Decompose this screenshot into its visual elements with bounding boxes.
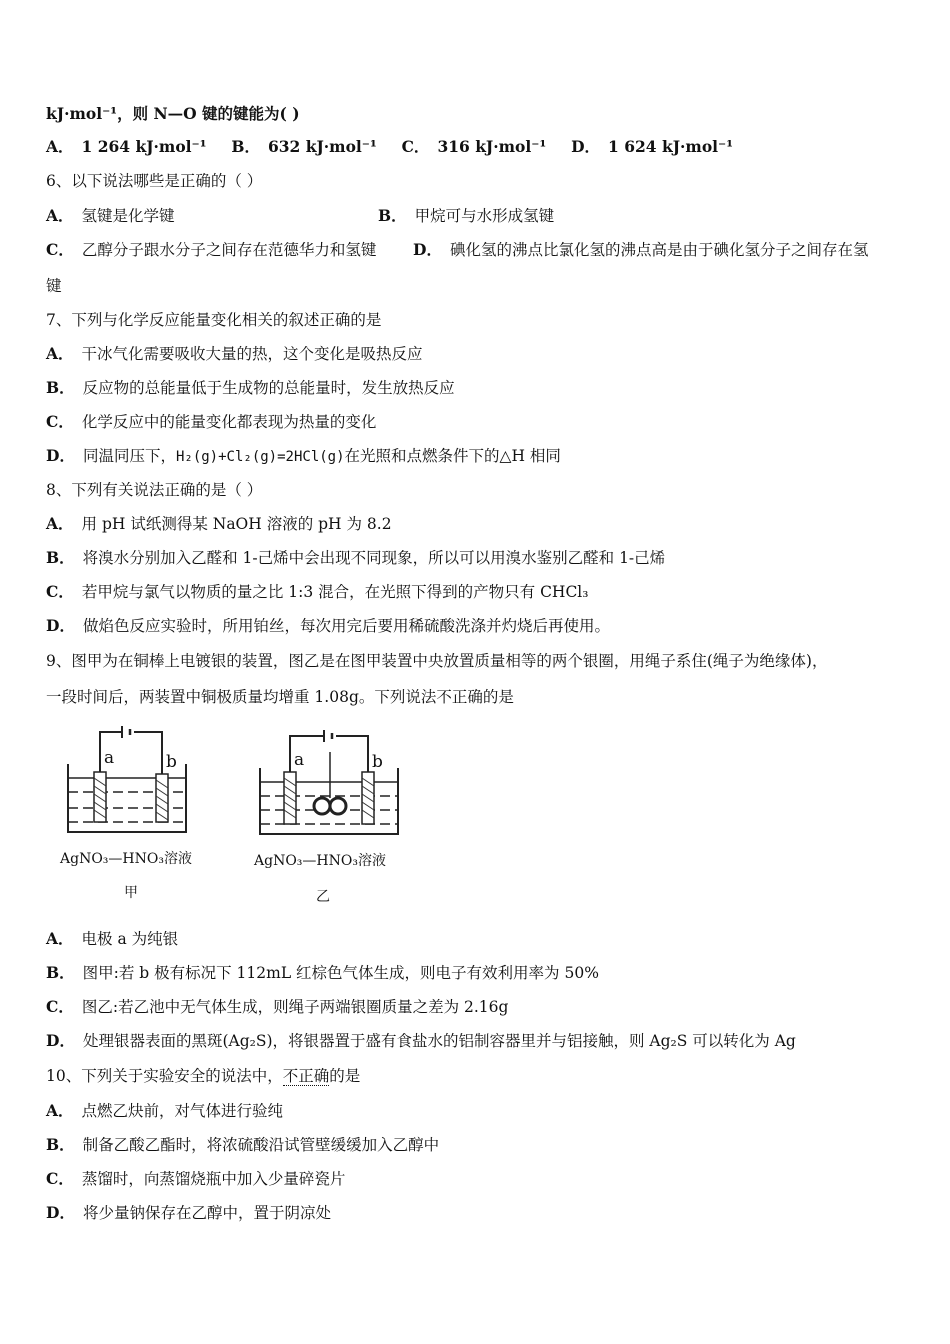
- q7-option-c[interactable]: C． 化学反应中的能量变化都表现为热量的变化: [46, 412, 377, 431]
- figure-jia: [60, 722, 210, 902]
- q5-stem-tail: kJ·mol⁻¹，则 N—O 键的键能为( ): [46, 104, 300, 123]
- q9-option-b[interactable]: B． 图甲:若 b 极有标况下 112mL 红棕色气体生成，则电子有效利用率为 50%: [46, 963, 599, 982]
- electrode-a-label: a: [104, 748, 115, 768]
- q10-option-d[interactable]: D． 将少量钠保存在乙醇中，置于阴凉处: [46, 1203, 331, 1222]
- q5-options: [46, 137, 733, 157]
- solution-label: AgNO₃—HNO₃溶液: [254, 853, 386, 869]
- figure-caption: 甲: [124, 885, 138, 901]
- solution-label: AgNO₃—HNO₃溶液: [60, 851, 192, 867]
- q7-option-b[interactable]: B． 反应物的总能量低于生成物的总能量时，发生放热反应: [46, 378, 455, 397]
- q6-option-c[interactable]: C． 乙醇分子跟水分子之间存在范德华力和氢键: [46, 240, 377, 259]
- q5-option-a[interactable]: A． 1 264 kJ·mol⁻¹: [46, 137, 207, 156]
- q8-option-a[interactable]: A． 用 pH 试纸测得某 NaOH 溶液的 pH 为 8.2: [46, 514, 392, 533]
- q8-stem: 8、下列有关说法正确的是（ ）: [46, 481, 263, 499]
- q7-stem: 7、下列与化学反应能量变化相关的叙述正确的是: [46, 311, 382, 329]
- electrode-b-label: b: [372, 752, 383, 772]
- q6-option-d[interactable]: D． 碘化氢的沸点比氯化氢的沸点高是由于碘化氢分子之间存在氢: [413, 240, 869, 259]
- q10-option-c[interactable]: C． 蒸馏时，向蒸馏烧瓶中加入少量碎瓷片: [46, 1169, 346, 1188]
- q6-option-d-cont: 键: [46, 277, 62, 295]
- q8-option-d[interactable]: D． 做焰色反应实验时，所用铂丝，每次用完后要用稀硫酸洗涤并灼烧后再使用。: [46, 616, 610, 635]
- q10-stem: 10、下列关于实验安全的说法中，不正确的是: [46, 1067, 361, 1085]
- figure-caption: 乙: [316, 889, 330, 905]
- electrode-a-label: a: [294, 750, 305, 770]
- q9-option-c[interactable]: C． 图乙:若乙池中无气体生成，则绳子两端银圈质量之差为 2.16g: [46, 997, 509, 1016]
- electroplating-apparatus-jia: [60, 722, 210, 842]
- q6-option-b[interactable]: B． 甲烷可与水形成氢键: [378, 206, 555, 225]
- q10-option-a[interactable]: A． 点燃乙炔前，对气体进行验纯: [46, 1101, 284, 1120]
- figure-yi: [252, 726, 412, 906]
- electrode-b-label: b: [166, 752, 177, 772]
- q7-option-d[interactable]: D． 同温同压下，H₂(g)+Cl₂(g)=2HCl(g)在光照和点燃条件下的△H 相同: [46, 446, 561, 465]
- q9-option-a[interactable]: A． 电极 a 为纯银: [46, 929, 179, 948]
- q5-option-c[interactable]: C． 316 kJ·mol⁻¹: [401, 137, 547, 156]
- q8-option-c[interactable]: C． 若甲烷与氯气以物质的量之比 1:3 混合，在光照下得到的产物只有 CHCl₃: [46, 582, 589, 601]
- q6-option-a[interactable]: A． 氢键是化学键: [46, 206, 175, 225]
- q7-option-a[interactable]: A． 干冰气化需要吸收大量的热，这个变化是吸热反应: [46, 344, 423, 363]
- q5-option-b[interactable]: B． 632 kJ·mol⁻¹: [231, 137, 377, 156]
- q9-option-d[interactable]: D． 处理银器表面的黑斑(Ag₂S)，将银器置于盛有食盐水的铝制容器里并与铝接触，则 Ag₂S 可以转化为 Ag: [46, 1031, 796, 1050]
- q10-option-b[interactable]: B． 制备乙酸乙酯时，将浓硫酸沿试管壁缓缓加入乙醇中: [46, 1135, 440, 1154]
- q7-equation: H₂(g)+Cl₂(g)=2HCl(g): [175, 449, 345, 465]
- electroplating-apparatus-yi: [252, 726, 412, 846]
- emphasis-not-correct: 不正确: [282, 1067, 330, 1085]
- q6-stem: 6、以下说法哪些是正确的（ ）: [46, 172, 263, 190]
- q9-stem-line2: 一段时间后，两装置中铜极质量均增重 1.08g。下列说法不正确的是: [46, 688, 514, 706]
- q5-option-d[interactable]: D． 1 624 kJ·mol⁻¹: [571, 137, 734, 156]
- q8-option-b[interactable]: B． 将溴水分别加入乙醛和 1-己烯中会出现不同现象，所以可以用溴水鉴别乙醛和 1-己烯: [46, 548, 666, 567]
- q9-stem-line1: 9、图甲为在铜棒上电镀银的装置，图乙是在图甲装置中央放置质量相等的两个银圈，用绳子系住(绳子为绝缘体)，: [46, 652, 828, 670]
